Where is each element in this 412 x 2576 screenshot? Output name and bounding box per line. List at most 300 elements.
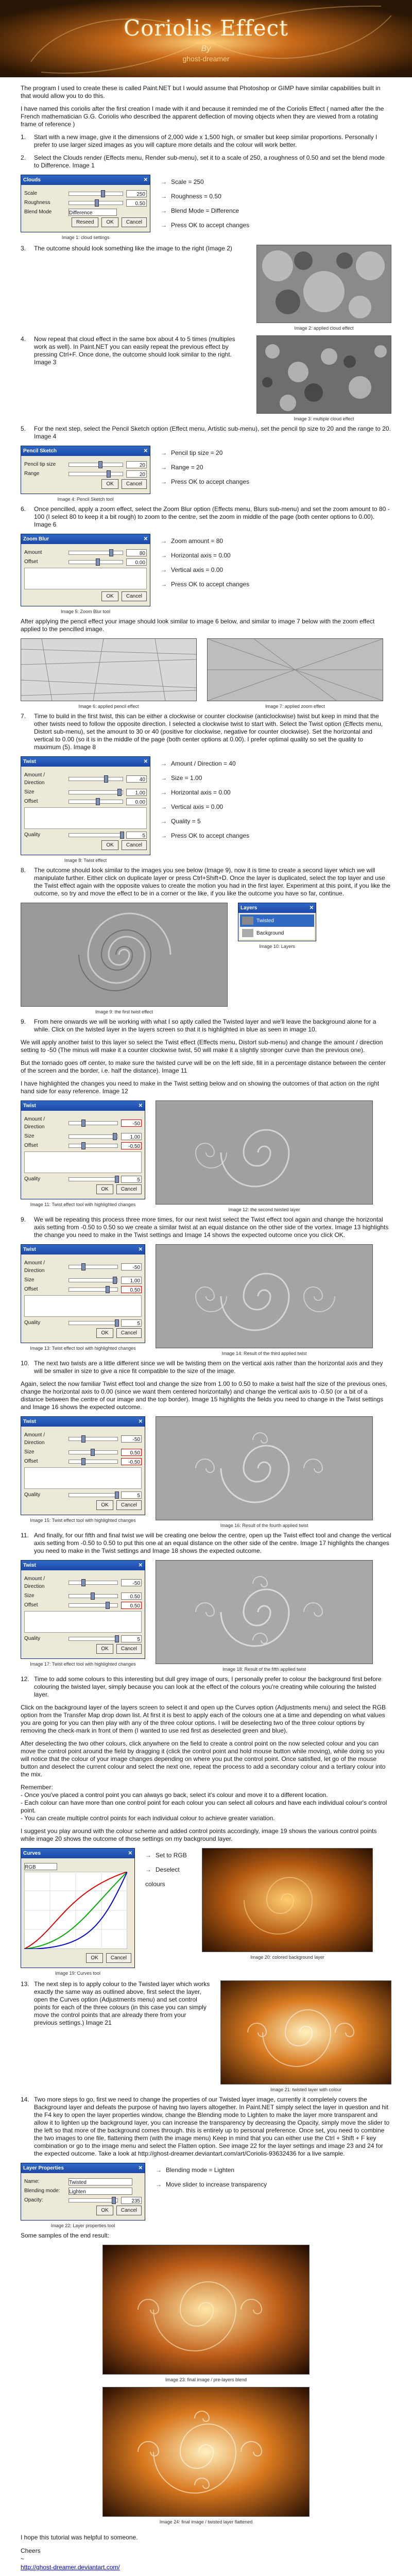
pencil-sketch-dialog [21, 446, 150, 494]
size-value[interactable]: 1.00 [126, 789, 147, 796]
step-9-note-2: But the tornado goes off center, to make sure the twisted curve will be on the left side, fill in a percentage distance between the center of the screen and the border, i.e. half the distance). Image 11 [21, 1059, 386, 1074]
offset-value[interactable]: 0.00 [126, 798, 147, 805]
offset-slider[interactable] [68, 1144, 118, 1148]
figure-row-step13 [21, 1980, 391, 2094]
close-icon[interactable]: ✕ [138, 1103, 143, 1109]
footer [21, 2533, 391, 2571]
quality-value[interactable]: 5 [121, 1635, 142, 1642]
quality-label: Quality [24, 1320, 41, 1326]
amount-value[interactable]: 40 [126, 775, 147, 783]
scale-row [24, 190, 147, 197]
second-twist-image [156, 1100, 373, 1205]
step-10 [21, 1360, 391, 1375]
offset-value[interactable]: -0.50 [121, 1458, 142, 1465]
amount-slider[interactable] [68, 1437, 118, 1441]
zoom-offset-value[interactable]: 0.00 [126, 558, 147, 566]
blend-mode-select[interactable]: Lighten [68, 2188, 132, 2195]
figure-image-13 [21, 1244, 145, 1352]
caption-image-13: Image 13: Twist effect tool with highlighted changes [30, 1346, 136, 1351]
colored-background-image [202, 1848, 373, 1952]
caption-image-16: Image 16: Result of the fourth applied twist [220, 1523, 308, 1528]
step-number: 14. [21, 2096, 29, 2103]
final-image-23 [102, 2245, 310, 2375]
figure-image-20 [202, 1848, 373, 1961]
offset-picker[interactable] [24, 1467, 142, 1489]
zoom-amount-value[interactable]: 80 [126, 549, 147, 556]
step-number: 13. [21, 1980, 29, 1988]
caption-image-18: Image 18: Result of the fifth applied twist [222, 1667, 306, 1672]
figure-image-17 [21, 1560, 145, 1668]
step-12-tip-1: - Once you've placed a control point you can always go back, select it's colour and move it to a different location. [21, 1791, 328, 1799]
size-slider[interactable] [68, 1450, 118, 1454]
ok-button[interactable]: OK [96, 2206, 113, 2215]
offset-picker[interactable] [24, 807, 147, 829]
cancel-button[interactable]: Cancel [122, 840, 147, 850]
caption-image-14: Image 14: Result of the third applied twist [221, 1351, 307, 1356]
amount-slider[interactable] [68, 1121, 118, 1125]
arrow-icon: → [161, 566, 167, 573]
amount-slider[interactable] [68, 777, 123, 781]
close-icon[interactable]: ✕ [138, 1563, 143, 1568]
caption-image-2: Image 2: applied cloud effect [294, 326, 354, 331]
clouds-notes [161, 175, 249, 232]
size-value[interactable]: 1.00 [121, 1277, 142, 1284]
arrow-icon: → [156, 2166, 162, 2174]
figure-image-16 [156, 1416, 373, 1530]
figure-image-10 [238, 903, 316, 951]
figure-row-step4 [21, 335, 391, 423]
ok-button[interactable]: OK [96, 1184, 113, 1194]
offset-value[interactable]: 0.50 [121, 1286, 142, 1293]
step-number: 11. [21, 1532, 29, 1539]
step-number: 3. [21, 245, 26, 252]
step-text: The next step is to apply colour to the Twisted layer which works exactly the same way as outlined above, first select the layer, open the Curves option (Adjustments menu) and set control points for each of the three colours (in this case you can simply move the control points that are already there from your previous settings.) Image 21 [34, 1980, 210, 2026]
ok-button[interactable]: OK [96, 1328, 113, 1338]
dialog-titlebar [21, 175, 150, 185]
step-text: The next two twists are a little different since we will be twisting them on the vertical axis rather than the horizontal axis and they will be smaller in size to give a nice fit compatible to the size of the image. [34, 1360, 383, 1375]
note-line: → Scale = 250 [161, 178, 204, 185]
arrow-icon: → [161, 803, 167, 810]
offset-picker[interactable] [24, 1151, 142, 1173]
final-image-24 [102, 2387, 310, 2517]
arrow-icon: → [161, 552, 167, 559]
caption-image-20: Image 20: colored background layer [250, 1955, 324, 1960]
caption-image-15: Image 15: Twist effect tool with highlighted changes [30, 1518, 136, 1523]
footer-signature: ~ [21, 2555, 25, 2563]
third-twist-image [156, 1244, 373, 1348]
zoom-blur-dialog [21, 534, 150, 606]
arrow-icon: → [161, 478, 167, 485]
step-text: And finally, for our fifth and final twist we will be creating one below the centre, open up the Twist effect tool and change the vertical axis setting from -0.50 to 0.50 to put this one at an equal distance on the other side of the centre. Image 17 highlights the changes you need to make in the Twist settings and Image 18 shows the expected outcome. [34, 1532, 391, 1554]
range-slider[interactable] [68, 472, 123, 476]
figure-image-23 [102, 2245, 310, 2384]
offset-picker[interactable] [24, 1611, 142, 1633]
arrow-icon: → [161, 774, 167, 782]
amount-value[interactable]: -50 [121, 1263, 142, 1270]
offset-label: Offset [24, 1602, 38, 1608]
close-icon[interactable]: ✕ [128, 1851, 132, 1856]
intro-paragraph-2: I have named this coriolis after the first creation I made with it and because it reminded me of the Coriolis Effect ( named after the the French mathematician G.G. Coriolis who described the apparent deflection of moving objects when they are viewed from a rotating frame of reference ) [21, 105, 384, 128]
step-2 [21, 154, 391, 170]
step-12-tip-3: - You can create multiple control points for each individual colour to achieve greater variation. [21, 1815, 275, 1822]
zoom-amount-slider[interactable] [68, 551, 123, 555]
roughness-value[interactable]: 0.50 [126, 199, 147, 207]
dialog-title: Twist [23, 1419, 36, 1425]
layer-properties-dialog [21, 2163, 145, 2221]
amount-value[interactable]: -50 [121, 1579, 142, 1586]
offset-slider[interactable] [68, 1460, 118, 1464]
size-slider[interactable] [68, 1278, 118, 1282]
offset-label: Offset [24, 1143, 38, 1148]
offset-label: Offset [24, 799, 38, 804]
cancel-button[interactable]: Cancel [122, 479, 147, 489]
fifth-twist-image [156, 1560, 373, 1664]
figure-row-twist [21, 756, 391, 865]
arrow-icon: → [161, 207, 167, 214]
offset-slider[interactable] [68, 1603, 118, 1607]
arrow-icon: → [161, 789, 167, 796]
quality-value[interactable]: 5 [121, 1492, 142, 1499]
offset-value[interactable]: -0.50 [121, 1142, 142, 1149]
quality-value[interactable]: 5 [121, 1176, 142, 1183]
step-text: The outcome should look something like the image to the right (Image 2) [34, 245, 232, 252]
caption-image-6: Image 6: applied pencil effect [78, 704, 139, 709]
cancel-button[interactable]: Cancel [122, 217, 147, 227]
amount-label: Amount / Direction [24, 772, 45, 786]
arrow-icon: → [161, 178, 167, 185]
note-line: → Roughness = 0.50 [161, 193, 221, 200]
caption-image-11: Image 11: Twist effect tool with highlighted changes [30, 1202, 136, 1207]
offset-label: Offset [24, 1459, 38, 1464]
figure-image-11 [21, 1100, 145, 1209]
scale-value[interactable]: 250 [126, 190, 147, 197]
amount-label: Amount / Direction [24, 1576, 45, 1589]
size-label: Size [24, 1133, 35, 1139]
pencil-notes: → Pencil tip size = 20 → Range = 20 → Press OK to accept changes [161, 449, 250, 485]
caption-image-1: Image 1: cloud settings [61, 235, 110, 240]
arrow-icon: → [161, 581, 167, 588]
figure-image-21 [220, 1980, 391, 2094]
twist-dialog-5 [21, 1560, 145, 1659]
step-3 [21, 245, 246, 252]
arrow-icon: → [156, 2181, 162, 2188]
zoom-offset-slider[interactable] [68, 560, 123, 564]
figure-image-3 [256, 335, 391, 423]
figure-image-4 [21, 446, 150, 503]
step-12-remember: Remember: [21, 1784, 53, 1791]
step-text: Start with a new image, give it the dimensions of 2,000 wide x 1,500 high, or smaller but keep similar proportions. Personally I prefer to use larger sized images as you will capture more details and the colour will work better. [34, 133, 377, 148]
caption-image-5: Image 5: Zoom Blur tool [60, 609, 111, 614]
cancel-button[interactable]: Cancel [116, 2206, 142, 2215]
twist-dialog [21, 756, 150, 855]
curves-graph[interactable] [24, 1872, 127, 1949]
amount-label: Amount / Direction [24, 1432, 45, 1446]
step-text: Two more steps to go, first we need to change the properties of our Twisted layer image, currently it completely covers the Background layer and defeats the purpose of having two layers altogether. In Paint.NET simply select the layer in question and hit the F4 key to open the layer properties window, change the Blending mode to Lighten to make the layer more transparent and allow it to lighten up the background layer, you can increase the transparency by decreasing the Opacity, simply move the slider to the left so that more of the background comes through. this is entirely up to personal preference. Once set, you need to combine the two images to one file, flattening them (with the image menu) Keep in mind that you can either use the Ctrl + Shift + F key combination or go to the image menu and select the Flatten option. See image 22 for the layer settings and image 23 and 24 for the expected outcome. Take a look at http://ghost-dreamer.deviantart.com/art/Coriolis-93632436 for a live sample. [34, 2096, 390, 2157]
step-14 [21, 2096, 391, 2158]
size-label: Size [24, 1277, 35, 1283]
offset-picker[interactable] [24, 568, 147, 589]
clouds-texture-image [256, 245, 391, 323]
figure-row-clouds [21, 175, 391, 242]
quality-label: Quality [24, 1176, 41, 1182]
arrow-icon: → [161, 464, 167, 471]
amount-value[interactable]: -50 [121, 1435, 142, 1443]
layer-thumbnail [242, 917, 253, 925]
figure-image-24 [102, 2387, 310, 2526]
close-icon[interactable]: ✕ [138, 1419, 143, 1425]
step-text: From here onwards we will be working with what I so aptly called the Twisted layer and we'll leave the background alone for a while. Click on the twisted layer in the layers screen so that it is highlighted in blue as seen in image 10. [34, 1018, 376, 1033]
blend-label: Blend Mode [24, 209, 52, 215]
blend-mode-label: Blending mode: [24, 2188, 60, 2194]
arrow-icon: → [161, 760, 167, 767]
step-text: The outcome should look similar to the images you see below (Image 9), now it is time to create a second layer which we will manipulate further. Either click on duplicate layer or press Ctrl+Shift+D. Once the layer is duplicated, select the top layer and use the Twist effect again with the opposite values to create the motion you had in the first layer. Experiment at this point, if you like the outcome, so try and move the effect to be in a corner or the like, if you like the outcome you have so far, continue. [34, 867, 390, 897]
dialog-title: Clouds [23, 177, 41, 183]
caption-image-23: Image 23: final image / pre-layers blend [165, 2377, 247, 2382]
caption-image-7: Image 7: applied zoom effect [265, 704, 325, 709]
quality-label: Quality [24, 832, 41, 838]
dialog-title: Curves [23, 1851, 41, 1856]
cancel-button[interactable]: Cancel [116, 1500, 142, 1510]
opacity-slider[interactable] [68, 2198, 118, 2202]
roughness-row [24, 199, 147, 207]
quality-label: Quality [24, 1636, 41, 1641]
step-13 [21, 1980, 210, 2027]
step-12-note-1: Click on the background layer of the layers screen to select it and open up the Curves option (Adjustments menu) and select the RGB option from the Transfer Map drop down list. At first it is best to apply each of the colours one at a time and depending on what values you are going for you can then play with any of the three colour options. I will be deselecting two of the three colour options by removing the check-mark in front of them (I wanted to use red first as deselected green and blue). [21, 1704, 386, 1734]
figure-row-step3 [21, 245, 391, 332]
quality-slider[interactable] [68, 833, 123, 837]
step-number: 4. [21, 335, 26, 343]
cancel-button[interactable]: Cancel [116, 1184, 142, 1194]
pencil-tip-value[interactable]: 20 [126, 461, 147, 468]
arrow-icon: → [145, 1866, 151, 1873]
twist-notes: → Amount / Direction = 40 → Size = 1.00 → Horizontal axis = 0.00 → Vertical axis = 0.00 → Quality = 5 → Press OK to accept changes [161, 760, 250, 839]
figure-row-17-18 [21, 1560, 391, 1673]
step-number: 7. [21, 713, 26, 720]
step-12-note-2: After deselecting the two other colours, click anywhere on the field to create a control point on the now selected colour and you can move the control point around the field by dragging it (click the control point and hold mouse button while moving), while doing so you will notice that the colour of your image changes depending on where you put the control point. Once satisfied, let go of the mouse button and deselect the current colour and select the next one, repeat the process to add a secondary colour and a tertiary colour into the mix. [21, 1740, 386, 1778]
caption-image-22: Image 22: Layer properties tool [50, 2223, 115, 2228]
step-text: We will be repeating this process three more times, for our next twist select the Twist effect tool again and change the horizontal axis setting from -0.50 to 0.50 so we create a similar twist at an equal distance on the other side of the vortex. Image 13 highlights the change you need to make in the Twist settings and Image 14 shows the expected outcome once you click OK. [34, 1216, 389, 1239]
size-slider[interactable] [68, 1134, 118, 1139]
arrow-icon: → [161, 222, 167, 229]
range-value[interactable]: 20 [126, 470, 147, 478]
size-label: Size [24, 789, 35, 795]
caption-image-24: Image 24: final image / twisted layer flattened [159, 2519, 253, 2524]
ok-button[interactable]: OK [101, 591, 118, 601]
layer-name: Twisted [256, 918, 274, 924]
dialog-title: Twist [23, 1247, 36, 1252]
close-icon[interactable]: ✕ [138, 2165, 143, 2171]
step-text: For the next step, select the Pencil Sketch option (Effect menu, Artistic sub-menu), set the pencil tip size to 20 and the range to 20. Image 4 [34, 425, 391, 440]
dialog-title: Pencil Sketch [23, 448, 57, 454]
figure-image-9 [21, 903, 228, 1016]
step-number: 8. [21, 867, 26, 874]
ok-button[interactable]: OK [96, 1500, 113, 1510]
quality-slider[interactable] [68, 1637, 118, 1641]
quality-slider[interactable] [68, 1321, 118, 1325]
dialog-buttons [24, 217, 147, 227]
blend-select[interactable]: Difference [68, 209, 117, 216]
step-text: Time to build in the first twist, this can be either a clockwise or counter clockwise (anticlockwise) twist but keep in mind that the other twists need to follow the opposite direction. I selected a clockwise twist to start with. Select the Twist option (Effects menu, Distort sub-menu), set the amount to 30 or 40 (positive for clockwise, negative for counter clockwise). Set the horizontal and vertical to 0.00 (so it is in the middle of the page (both center options at 0.00). I prefer optimal quality so set the quality to maximum (5). Image 8 [34, 713, 383, 751]
arrow-icon: → [161, 193, 167, 200]
amount-label: Amount / Direction [24, 1260, 45, 1274]
step-12-tip-2: - Each colour can have more than one control point for each colour you can select all colours and have each individual colour's control point. [21, 1799, 387, 1814]
caption-image-21: Image 21: twisted layer with colour [270, 2087, 342, 2092]
ok-button[interactable]: OK [96, 1644, 113, 1654]
caption-image-17: Image 17: Twist effect tool with highlighted changes [30, 1662, 136, 1667]
figure-row-22 [21, 2163, 391, 2230]
step-number: 12. [21, 1675, 29, 1683]
opacity-label: Opacity: [24, 2197, 43, 2203]
page-title: Coriolis Effect [124, 15, 288, 41]
dialog-title: Twist [23, 759, 36, 765]
ok-button[interactable]: OK [101, 840, 118, 850]
cancel-button[interactable]: Cancel [106, 1953, 131, 1963]
figure-image-12 [156, 1100, 373, 1214]
offset-slider[interactable] [68, 800, 123, 804]
close-icon[interactable]: ✕ [138, 1247, 143, 1252]
figure-row-6-7 [21, 638, 391, 710]
tutorial-content [0, 77, 412, 2571]
amount-slider[interactable] [68, 1265, 118, 1269]
step-7 [21, 713, 391, 751]
dialog-title: Layer Properties [23, 2165, 64, 2171]
props-notes: → Blending mode = Lighten → Move slider to increase transparency [156, 2166, 267, 2188]
layer-name-input[interactable]: Twisted [68, 2178, 132, 2185]
quality-value[interactable]: 5 [121, 1319, 142, 1327]
caption-image-9: Image 9: the first twist effect [95, 1009, 153, 1014]
step-10-note: Again, select the now familiar Twist effect tool and change the size from 1.00 to 0.50 to make a twist half the size of the previous ones, change the horizontal axis to 0.00 (since we want them centered horizontally) and change the vertical axis to -0.50 (or a bit of a distance between the centre of our image and the top border). Image 15 highlights the fields you need to change in the Twist settings and Image 16 shows the expected outcome. [21, 1380, 387, 1411]
twist-dialog-2 [21, 1100, 145, 1199]
opacity-value[interactable]: 235 [121, 2197, 142, 2204]
offset-slider[interactable] [68, 1287, 118, 1292]
offset-value[interactable]: 0.50 [121, 1602, 142, 1609]
footer-cheers: Cheers [21, 2547, 41, 2554]
offset-label: Offset [24, 1286, 38, 1292]
close-icon[interactable]: ✕ [143, 536, 148, 542]
step-text: Select the Clouds render (Effects menu, Render sub-menu), set it to a scale of 250, a roughness of 0.50 and set the blend mode to Difference. Image 1 [34, 154, 385, 169]
close-icon[interactable]: ✕ [143, 448, 148, 454]
header-banner [0, 0, 412, 77]
close-icon[interactable]: ✕ [143, 177, 148, 183]
size-value[interactable]: 1.00 [121, 1133, 142, 1140]
zoom-amount-label: Amount [24, 550, 42, 555]
figure-image-5 [21, 534, 150, 616]
intro-paragraph-1: The program I used to create these is called Paint.NET but I would assume that Photoshop or GIMP have similar capabilities built in that would allow you to do this. [21, 84, 381, 99]
figure-image-15 [21, 1416, 145, 1524]
figure-row-zoom [21, 534, 391, 616]
zoom-texture-image [207, 638, 383, 701]
cancel-button[interactable]: Cancel [122, 591, 147, 601]
step-text: Time to add some colours to this interesting but dull grey image of ours, I personally prefer to colour the background first before colouring the twisted layer, simply because you can look at the effect of the colours you're creating while colouring the twisted layer. [34, 1675, 382, 1698]
dialog-title: Twist [23, 1563, 36, 1568]
layer-item-background[interactable] [240, 927, 314, 939]
clouds-dialog [21, 175, 150, 232]
figure-row-pencil [21, 446, 391, 503]
transfer-map-select[interactable]: RGB [24, 1863, 57, 1870]
arrow-icon: → [161, 818, 167, 825]
size-value[interactable]: 0.50 [121, 1449, 142, 1456]
twist-dialog-4 [21, 1416, 145, 1515]
step-8 [21, 867, 391, 897]
figure-image-1 [21, 175, 150, 242]
footer-thanks: I hope this tutorial was helpful to someone. [21, 2534, 138, 2541]
amount-slider[interactable] [68, 1581, 118, 1585]
step-number: 1. [21, 133, 26, 141]
figure-image-2 [256, 245, 391, 332]
size-label: Size [24, 1593, 35, 1599]
cancel-button[interactable]: Cancel [116, 1644, 142, 1654]
caption-image-12: Image 12: the second twisted layer [228, 1207, 300, 1212]
cancel-button[interactable]: Cancel [116, 1328, 142, 1338]
fourth-twist-image [156, 1416, 373, 1520]
step-number: 6. [21, 505, 26, 513]
size-value[interactable]: 0.50 [121, 1592, 142, 1600]
ok-button[interactable]: OK [101, 479, 118, 489]
caption-image-10: Image 10: Layers [259, 944, 295, 949]
caption-image-3: Image 3: multiple cloud effect [294, 416, 354, 421]
step-6 [21, 505, 391, 529]
close-icon[interactable]: ✕ [143, 759, 148, 765]
figure-row-15-16 [21, 1416, 391, 1530]
pencil-tip-label: Pencil tip size [24, 462, 56, 467]
dialog-title: Zoom Blur [23, 536, 49, 542]
close-icon[interactable]: ✕ [309, 905, 314, 911]
layer-item-twisted[interactable] [240, 914, 314, 927]
dialog-title: Layers [241, 905, 258, 911]
scale-slider[interactable] [68, 192, 123, 196]
figure-image-14 [156, 1244, 373, 1358]
step-number: 5. [21, 425, 26, 432]
caption-image-8: Image 8: Twist effect [64, 858, 107, 863]
step-number: 10. [21, 1360, 29, 1367]
curves-notes: → Set to RGB → Deselect colours [145, 1852, 187, 1888]
dialog-title: Twist [23, 1103, 36, 1109]
layers-dialog [238, 903, 316, 941]
caption-image-19: Image 19: Curves tool [55, 1971, 101, 1976]
profile-link[interactable]: http://ghost-dreamer.deviantart.com/ [21, 2564, 120, 2571]
note-line: → Press OK to accept changes [161, 222, 250, 229]
ok-button[interactable]: OK [86, 1953, 102, 1963]
roughness-slider[interactable] [68, 201, 123, 205]
range-label: Range [24, 471, 40, 477]
amount-label: Amount / Direction [24, 1116, 45, 1130]
amount-value[interactable]: -50 [121, 1120, 142, 1127]
step-number: 9. [21, 1018, 26, 1025]
scale-label: Scale [24, 191, 38, 196]
arrow-icon: → [161, 449, 167, 456]
twist-texture-image [21, 903, 228, 1007]
figure-image-7 [207, 638, 383, 710]
step-4 [21, 335, 246, 366]
arrow-icon: → [161, 537, 167, 545]
layer-thumbnail [242, 929, 253, 937]
quality-slider[interactable] [68, 1177, 118, 1181]
arrow-icon: → [161, 832, 167, 839]
size-slider[interactable] [68, 1594, 118, 1598]
offset-picker[interactable] [24, 1295, 142, 1317]
ok-button[interactable]: OK [101, 217, 118, 227]
size-label: Size [24, 1449, 35, 1455]
pencil-tip-slider[interactable] [68, 463, 123, 467]
quality-value[interactable]: 5 [126, 832, 147, 839]
figure-image-6 [21, 638, 197, 710]
step-6-note: After applying the pencil effect your image should look similar to image 6 below, and similar to image 7 below with the zoom effect applied to the pencilled image. [21, 618, 375, 633]
caption-image-4: Image 4: Pencil Sketch tool [57, 497, 114, 502]
reseed-button[interactable]: Reseed [72, 217, 98, 227]
size-slider[interactable] [68, 790, 123, 794]
step-text: Once pencilled, apply a zoom effect, select the Zoom Blur option (Effects menu, Blurs sub-menu) and set the zoom amount to 80 - 100 (I select 80 to keep it a bit rough) to zoom to the centre, set the zoom in middle of the page (both center options to 0.00). Image 6 [34, 505, 390, 528]
quality-slider[interactable] [68, 1493, 118, 1497]
